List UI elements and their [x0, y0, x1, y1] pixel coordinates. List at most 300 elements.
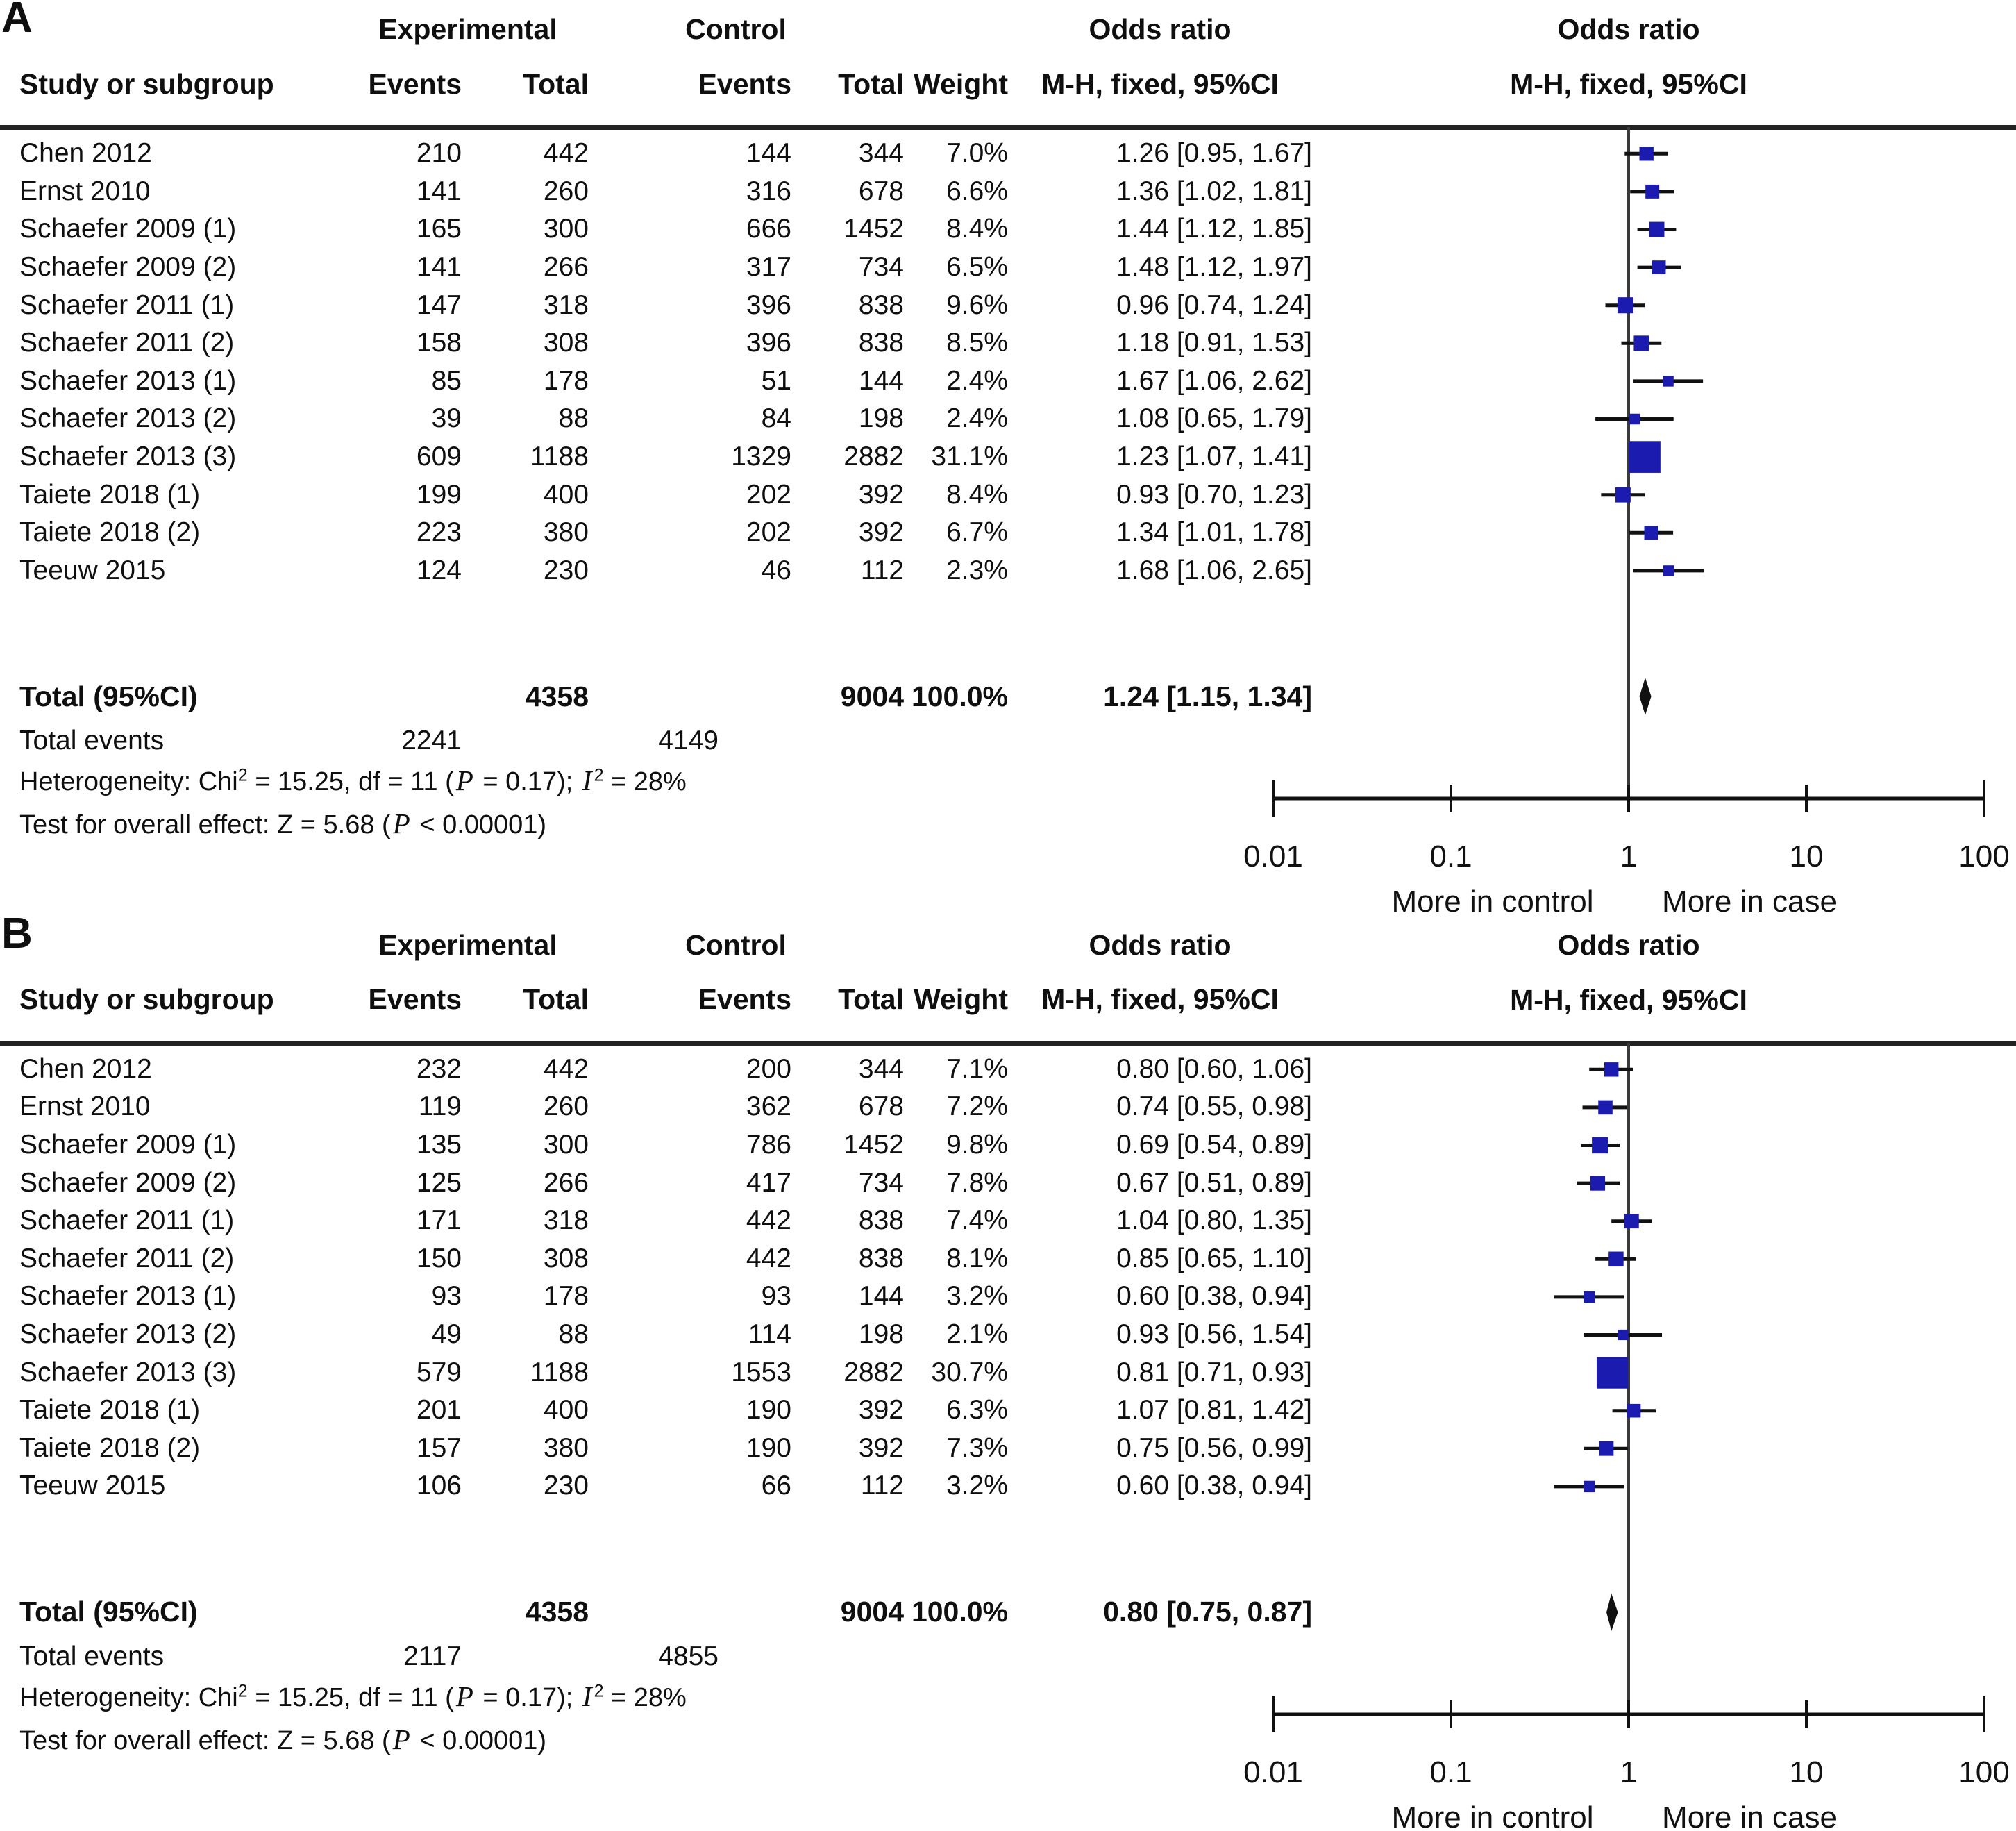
total-row	[0, 678, 1312, 715]
study-label: Schaefer 2011 (2)	[19, 328, 235, 358]
control-events-value: 362	[746, 1092, 791, 1122]
experimental-total-value: 1188	[530, 1357, 589, 1387]
experimental-total-value: 380	[543, 1432, 589, 1463]
study-label: Chen 2012	[19, 1053, 152, 1084]
total-row	[0, 1594, 1312, 1631]
or-marker	[1584, 1291, 1595, 1302]
tick-label: 10	[1789, 1755, 1824, 1789]
study-label: Taiete 2018 (2)	[19, 1432, 201, 1463]
control-total-value: 198	[858, 403, 904, 434]
or-marker	[1645, 526, 1658, 540]
weight-value: 9.8%	[946, 1129, 1008, 1160]
col-header-ctrl-total: Total	[838, 983, 904, 1015]
control-total-value: 198	[858, 1319, 904, 1349]
table-row	[0, 1164, 1312, 1202]
experimental-total-value: 300	[543, 1129, 589, 1160]
weight-value: 9.6%	[946, 290, 1008, 320]
experimental-total-value: 380	[543, 517, 589, 548]
het-mid1: = 15.25, df = 11 (	[247, 1682, 454, 1712]
het-sup: 2	[237, 765, 248, 785]
or-marker	[1618, 1329, 1628, 1339]
het-p-symbol: P	[455, 764, 473, 796]
table-row	[0, 249, 1312, 287]
total-weight: 100.0%	[911, 1596, 1008, 1628]
table-row	[0, 286, 1312, 324]
summary-diamond	[1640, 678, 1652, 715]
experimental-events-value: 39	[431, 403, 462, 434]
study-label: Schaefer 2013 (2)	[19, 1319, 237, 1349]
heterogeneity-text	[19, 1680, 687, 1713]
weight-value: 3.2%	[946, 1281, 1008, 1312]
control-events-value: 202	[746, 479, 791, 510]
study-label: Schaefer 2013 (1)	[19, 1281, 237, 1312]
weight-value: 2.3%	[946, 555, 1008, 585]
het-i-symbol: I	[582, 764, 592, 796]
or-ci-text: 1.04 [0.80, 1.35]	[1116, 1205, 1312, 1236]
het-sup2: 2	[594, 1680, 604, 1700]
control-total-value: 734	[858, 252, 904, 283]
control-total-value: 678	[858, 1092, 904, 1122]
or-ci-text: 0.69 [0.54, 0.89]	[1116, 1129, 1312, 1160]
weight-value: 6.3%	[946, 1395, 1008, 1425]
control-events-value: 666	[746, 214, 791, 244]
or-marker	[1584, 1480, 1595, 1491]
control-events-value: 51	[761, 365, 791, 396]
experimental-events-value: 579	[416, 1357, 462, 1387]
or-marker	[1624, 1214, 1639, 1228]
experimental-total-value: 400	[543, 1395, 589, 1425]
or-marker	[1615, 487, 1631, 503]
experimental-events-value: 165	[416, 214, 462, 244]
table-row	[0, 1467, 1312, 1505]
control-total-value: 344	[858, 138, 904, 169]
summary-diamond	[1606, 1594, 1618, 1631]
control-total-value: 2882	[843, 1357, 904, 1387]
table-row	[0, 400, 1312, 438]
control-events-value: 786	[746, 1129, 791, 1160]
experimental-events-value: 147	[416, 290, 462, 320]
or-ci-text: 1.48 [1.12, 1.97]	[1116, 252, 1312, 283]
experimental-events-value: 199	[416, 479, 462, 510]
study-rows	[0, 1051, 1312, 1505]
experimental-total-value: 266	[543, 252, 589, 283]
overall-p-symbol: P	[392, 1723, 410, 1755]
heterogeneity-text	[19, 764, 687, 797]
control-events-value: 1329	[731, 442, 791, 472]
control-events-value: 84	[761, 403, 791, 434]
header-odds-ratio-text-col: Odds ratio	[1089, 928, 1232, 961]
header-experimental-group: Experimental	[378, 928, 557, 961]
study-label: Chen 2012	[19, 138, 152, 169]
table-row	[0, 324, 1312, 362]
weight-value: 7.8%	[946, 1167, 1008, 1198]
study-label: Teeuw 2015	[19, 1471, 166, 1501]
control-total-value: 144	[858, 365, 904, 396]
weight-value: 31.1%	[931, 442, 1008, 472]
overall-effect-text	[19, 1723, 546, 1756]
panel-label: A	[1, 0, 33, 42]
table-row	[0, 1429, 1312, 1467]
col-header-ctrl-events: Events	[698, 983, 791, 1015]
overall-pre: Test for overall effect: Z = 5.68 (	[19, 810, 391, 839]
experimental-events-value: 157	[416, 1432, 462, 1463]
experimental-events-value: 171	[416, 1205, 462, 1236]
table-row	[0, 173, 1312, 211]
experimental-total-value: 230	[543, 555, 589, 585]
study-label: Schaefer 2009 (2)	[19, 1167, 237, 1198]
weight-value: 6.6%	[946, 176, 1008, 206]
experimental-total-value: 318	[543, 290, 589, 320]
panel-label: B	[1, 909, 33, 958]
overall-p-symbol: P	[392, 808, 410, 839]
or-marker	[1592, 1137, 1608, 1153]
experimental-events-value: 150	[416, 1243, 462, 1273]
tick-label: 1	[1620, 1755, 1638, 1789]
or-ci-text: 0.75 [0.56, 0.99]	[1116, 1432, 1312, 1463]
experimental-events-value: 201	[416, 1395, 462, 1425]
weight-value: 30.7%	[931, 1357, 1008, 1387]
control-events-value: 93	[761, 1281, 791, 1312]
total-or-ci-text: 0.80 [0.75, 0.87]	[1103, 1596, 1312, 1628]
total-events-label: Total events	[19, 726, 165, 755]
table-row	[0, 1051, 1312, 1089]
study-rows	[0, 135, 1312, 590]
study-label: Schaefer 2011 (1)	[19, 1205, 235, 1236]
or-ci-text: 0.60 [0.38, 0.94]	[1116, 1281, 1312, 1312]
control-events-value: 317	[746, 252, 791, 283]
control-total-value: 344	[858, 1053, 904, 1084]
control-events-value: 442	[746, 1243, 791, 1273]
total-events-ctrl: 4149	[658, 726, 719, 755]
experimental-events-value: 210	[416, 138, 462, 169]
or-marker	[1640, 147, 1654, 160]
control-total-value: 734	[858, 1167, 904, 1198]
tick-label: 0.01	[1243, 839, 1303, 873]
total-events-row	[0, 724, 719, 758]
or-marker	[1597, 1357, 1628, 1388]
col-header-exp-events: Events	[368, 67, 462, 100]
col-header-exp-total: Total	[523, 983, 589, 1015]
table-row	[0, 438, 1312, 476]
study-label: Schaefer 2013 (3)	[19, 442, 237, 472]
experimental-events-value: 158	[416, 328, 462, 358]
experimental-total-value: 442	[543, 1053, 589, 1084]
or-marker	[1598, 1100, 1613, 1114]
table-row	[0, 1391, 1312, 1430]
or-ci-text: 0.60 [0.38, 0.94]	[1116, 1471, 1312, 1501]
control-events-value: 202	[746, 517, 791, 548]
column-headers	[0, 981, 1312, 1019]
header-experimental-group: Experimental	[378, 13, 557, 45]
header-odds-ratio-plot-col: Odds ratio	[1557, 13, 1700, 45]
experimental-events-value: 124	[416, 555, 462, 585]
study-label: Schaefer 2009 (1)	[19, 214, 237, 244]
or-ci-text: 1.23 [1.07, 1.41]	[1116, 442, 1312, 472]
or-marker	[1604, 1062, 1618, 1076]
or-marker	[1599, 1441, 1614, 1455]
or-ci-text: 0.93 [0.56, 1.54]	[1116, 1319, 1312, 1349]
table-row	[0, 1278, 1312, 1316]
control-total-value: 838	[858, 1243, 904, 1273]
or-ci-text: 0.67 [0.51, 0.89]	[1116, 1167, 1312, 1198]
control-events-value: 144	[746, 138, 791, 169]
experimental-total-value: 88	[558, 403, 589, 434]
or-ci-text: 1.26 [0.95, 1.67]	[1116, 138, 1312, 169]
total-weight: 100.0%	[911, 680, 1008, 712]
total-events-label: Total events	[19, 1641, 165, 1671]
experimental-total-value: 300	[543, 214, 589, 244]
or-ci-text: 0.96 [0.74, 1.24]	[1116, 290, 1312, 320]
experimental-events-value: 141	[416, 252, 462, 283]
or-marker	[1608, 1251, 1624, 1266]
total-events-row	[0, 1639, 719, 1674]
study-label: Schaefer 2013 (2)	[19, 403, 237, 434]
weight-value: 3.2%	[946, 1471, 1008, 1501]
or-marker	[1633, 335, 1649, 351]
study-label: Schaefer 2009 (1)	[19, 1129, 237, 1160]
weight-value: 8.4%	[946, 479, 1008, 510]
header-divider	[0, 1041, 2016, 1046]
control-events-value: 200	[746, 1053, 791, 1084]
or-ci-text: 0.85 [0.65, 1.10]	[1116, 1243, 1312, 1273]
experimental-events-value: 232	[416, 1053, 462, 1084]
het-sup2: 2	[594, 765, 604, 785]
control-total-value: 112	[860, 555, 904, 585]
study-label: Teeuw 2015	[19, 555, 166, 585]
table-row	[0, 1353, 1312, 1391]
or-marker	[1627, 1403, 1641, 1417]
weight-value: 6.5%	[946, 252, 1008, 283]
experimental-total-value: 178	[543, 1281, 589, 1312]
het-pre: Heterogeneity: Chi	[19, 1682, 238, 1712]
total-label: Total (95%CI)	[19, 1596, 198, 1628]
or-ci-text: 1.34 [1.01, 1.78]	[1116, 517, 1312, 548]
het-mid1: = 15.25, df = 11 (	[247, 767, 454, 796]
tick-label: 0.01	[1243, 1755, 1303, 1789]
control-events-value: 396	[746, 328, 791, 358]
col-header-weight: Weight	[914, 67, 1008, 100]
control-events-value: 316	[746, 176, 791, 206]
experimental-total-value: 400	[543, 479, 589, 510]
total-exp-total: 4358	[525, 1596, 589, 1628]
study-label: Ernst 2010	[19, 1092, 151, 1122]
experimental-events-value: 49	[431, 1319, 462, 1349]
or-ci-text: 1.67 [1.06, 2.62]	[1116, 365, 1312, 396]
study-label: Schaefer 2011 (2)	[19, 1243, 235, 1273]
overall-post: < 0.00001)	[412, 810, 547, 839]
experimental-events-value: 141	[416, 176, 462, 206]
experimental-total-value: 1188	[530, 442, 589, 472]
total-exp-total: 4358	[525, 680, 589, 712]
weight-value: 8.5%	[946, 328, 1008, 358]
table-row	[0, 1316, 1312, 1354]
tick-label: 10	[1789, 839, 1824, 873]
study-label: Ernst 2010	[19, 176, 151, 206]
header-odds-ratio-text-col: Odds ratio	[1089, 13, 1232, 45]
col-header-exp-total: Total	[523, 67, 589, 100]
control-total-value: 112	[860, 1471, 904, 1501]
control-total-value: 392	[858, 517, 904, 548]
control-total-value: 1452	[843, 214, 904, 244]
control-events-value: 66	[761, 1471, 791, 1501]
or-ci-text: 1.08 [0.65, 1.79]	[1116, 403, 1312, 434]
study-label: Taiete 2018 (1)	[19, 1395, 201, 1425]
col-header-exp-events: Events	[368, 983, 462, 1015]
table-row	[0, 210, 1312, 249]
col-header-method: M-H, fixed, 95%CI	[1041, 67, 1279, 100]
header-divider	[0, 125, 2016, 130]
total-ctrl-total: 9004	[840, 1596, 904, 1628]
experimental-total-value: 308	[543, 1243, 589, 1273]
weight-value: 2.4%	[946, 403, 1008, 434]
het-i-symbol: I	[582, 1680, 592, 1712]
study-label: Taiete 2018 (2)	[19, 517, 201, 548]
overall-post: < 0.00001)	[412, 1725, 547, 1755]
or-ci-text: 1.18 [0.91, 1.53]	[1116, 328, 1312, 358]
axis-left-label: More in control	[1391, 1800, 1594, 1831]
or-marker	[1618, 297, 1633, 313]
het-mid2: = 0.17);	[475, 767, 580, 796]
or-ci-text: 1.07 [0.81, 1.42]	[1116, 1395, 1312, 1425]
control-events-value: 1553	[731, 1357, 791, 1387]
total-label: Total (95%CI)	[19, 680, 198, 712]
control-events-value: 114	[748, 1319, 791, 1349]
overall-pre: Test for overall effect: Z = 5.68 (	[19, 1725, 391, 1755]
control-total-value: 1452	[843, 1129, 904, 1160]
study-label: Schaefer 2013 (1)	[19, 365, 237, 396]
weight-value: 6.7%	[946, 517, 1008, 548]
col-header-method-plot: M-H, fixed, 95%CI	[1510, 983, 1747, 1016]
control-total-value: 392	[858, 1395, 904, 1425]
header-odds-ratio-plot-col: Odds ratio	[1557, 928, 1700, 961]
weight-value: 2.4%	[946, 365, 1008, 396]
or-marker	[1645, 185, 1659, 199]
control-total-value: 2882	[843, 442, 904, 472]
weight-value: 7.0%	[946, 138, 1008, 169]
table-row	[0, 1126, 1312, 1164]
experimental-total-value: 318	[543, 1205, 589, 1236]
total-events-ctrl: 4855	[658, 1641, 719, 1671]
study-label: Schaefer 2009 (2)	[19, 252, 237, 283]
experimental-events-value: 223	[416, 517, 462, 548]
or-marker	[1649, 222, 1665, 237]
table-row	[0, 476, 1312, 514]
col-header-ctrl-events: Events	[698, 67, 791, 100]
het-post: = 28%	[603, 767, 687, 796]
or-ci-text: 1.36 [1.02, 1.81]	[1116, 176, 1312, 206]
or-ci-text: 0.93 [0.70, 1.23]	[1116, 479, 1312, 510]
col-header-study: Study or subgroup	[19, 67, 274, 100]
control-total-value: 838	[858, 290, 904, 320]
or-marker	[1629, 441, 1661, 473]
or-marker	[1663, 565, 1674, 576]
weight-value: 7.2%	[946, 1092, 1008, 1122]
weight-value: 8.1%	[946, 1243, 1008, 1273]
control-events-value: 190	[746, 1432, 791, 1463]
column-headers	[0, 65, 1312, 103]
axis-right-label: More in case	[1662, 1800, 1837, 1831]
col-header-study: Study or subgroup	[19, 983, 274, 1015]
or-ci-text: 0.74 [0.55, 0.98]	[1116, 1092, 1312, 1122]
axis-left-label: More in control	[1391, 885, 1594, 916]
col-header-method: M-H, fixed, 95%CI	[1041, 983, 1279, 1015]
study-label: Schaefer 2013 (3)	[19, 1357, 237, 1387]
experimental-total-value: 178	[543, 365, 589, 396]
total-events-exp: 2241	[401, 726, 462, 755]
or-ci-text: 0.81 [0.71, 0.93]	[1116, 1357, 1312, 1387]
experimental-total-value: 308	[543, 328, 589, 358]
het-sup: 2	[237, 1680, 248, 1700]
experimental-total-value: 260	[543, 176, 589, 206]
het-mid2: = 0.17);	[475, 1682, 580, 1712]
het-p-symbol: P	[455, 1680, 473, 1712]
table-row	[0, 1202, 1312, 1240]
or-ci-text: 1.68 [1.06, 2.65]	[1116, 555, 1312, 585]
control-events-value: 396	[746, 290, 791, 320]
tick-label: 100	[1958, 1755, 2010, 1789]
total-events-exp: 2117	[403, 1641, 462, 1671]
experimental-events-value: 93	[431, 1281, 462, 1312]
total-ctrl-total: 9004	[840, 680, 904, 712]
experimental-total-value: 442	[543, 138, 589, 169]
experimental-total-value: 260	[543, 1092, 589, 1122]
tick-label: 100	[1958, 839, 2010, 873]
header-control-group: Control	[685, 928, 787, 961]
tick-label: 0.1	[1429, 1755, 1472, 1789]
control-total-value: 838	[858, 1205, 904, 1236]
experimental-events-value: 609	[416, 442, 462, 472]
control-total-value: 392	[858, 479, 904, 510]
experimental-total-value: 266	[543, 1167, 589, 1198]
or-marker	[1629, 414, 1640, 425]
experimental-events-value: 135	[416, 1129, 462, 1160]
or-marker	[1652, 260, 1666, 274]
weight-value: 7.4%	[946, 1205, 1008, 1236]
control-total-value: 838	[858, 328, 904, 358]
or-marker	[1663, 376, 1674, 387]
experimental-total-value: 88	[558, 1319, 589, 1349]
experimental-events-value: 85	[431, 365, 462, 396]
weight-value: 2.1%	[946, 1319, 1008, 1349]
weight-value: 8.4%	[946, 214, 1008, 244]
weight-value: 7.1%	[946, 1053, 1008, 1084]
or-ci-text: 1.44 [1.12, 1.85]	[1116, 214, 1312, 244]
control-events-value: 46	[761, 555, 791, 585]
control-events-value: 417	[746, 1167, 791, 1198]
study-label: Schaefer 2011 (1)	[19, 290, 235, 320]
control-total-value: 678	[858, 176, 904, 206]
control-events-value: 190	[746, 1395, 791, 1425]
study-label: Taiete 2018 (1)	[19, 479, 201, 510]
experimental-events-value: 119	[418, 1092, 462, 1122]
header-control-group: Control	[685, 13, 787, 45]
tick-label: 1	[1620, 839, 1638, 873]
table-row	[0, 362, 1312, 401]
table-row	[0, 135, 1312, 173]
het-post: = 28%	[603, 1682, 687, 1712]
experimental-events-value: 125	[416, 1167, 462, 1198]
axis-right-label: More in case	[1662, 885, 1837, 916]
experimental-total-value: 230	[543, 1471, 589, 1501]
weight-value: 7.3%	[946, 1432, 1008, 1463]
col-header-method-plot: M-H, fixed, 95%CI	[1510, 68, 1747, 100]
control-total-value: 392	[858, 1432, 904, 1463]
table-row	[0, 1239, 1312, 1278]
control-events-value: 442	[746, 1205, 791, 1236]
table-row	[0, 514, 1312, 552]
col-header-weight: Weight	[914, 983, 1008, 1015]
col-header-ctrl-total: Total	[838, 67, 904, 100]
